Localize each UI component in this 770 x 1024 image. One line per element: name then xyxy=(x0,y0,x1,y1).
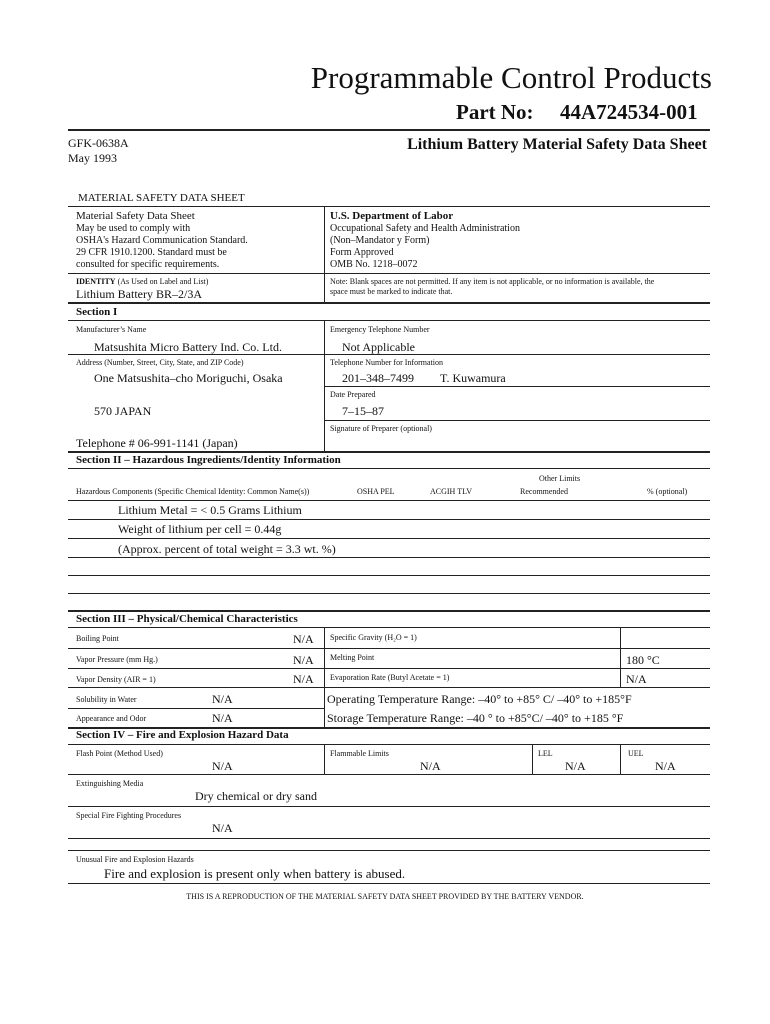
blank-space-note: space must be marked to indicate that. xyxy=(330,287,453,296)
row-rule xyxy=(68,648,710,649)
melting-point-label: Melting Point xyxy=(330,653,375,662)
section-2-sub-rule xyxy=(68,468,710,469)
unusual-hazards-label: Unusual Fire and Explosion Hazards xyxy=(76,855,194,864)
lel-divider xyxy=(532,744,533,774)
ingredient-row: Weight of lithium per cell = 0.44g xyxy=(118,522,282,536)
ingredient-row-rule xyxy=(68,575,710,576)
column-header-osha: OSHA PEL xyxy=(357,487,395,496)
row-rule xyxy=(324,420,710,421)
section-1-heading: Section I xyxy=(76,306,118,318)
solubility-label: Solubility in Water xyxy=(76,695,137,704)
ingredient-row-rule xyxy=(68,593,710,594)
city-value: 570 JAPAN xyxy=(94,404,152,418)
signature-label: Signature of Preparer (optional) xyxy=(330,424,432,433)
agency-line: Form Approved xyxy=(330,247,394,258)
vapor-pressure-label: Vapor Pressure (mm Hg.) xyxy=(76,655,158,664)
part-number: 44A724534-001 xyxy=(560,100,698,124)
section-2-heading: Section II – Hazardous Ingredients/Identity Information xyxy=(76,454,341,466)
flash-point-value: N/A xyxy=(212,759,233,773)
info-contact-value: T. Kuwamura xyxy=(440,371,506,385)
address-value: One Matsushita–cho Moriguchi, Osaka xyxy=(94,371,283,385)
manufacturer-value: Matsushita Micro Battery Ind. Co. Ltd. xyxy=(94,340,282,354)
column-header-percent: % (optional) xyxy=(647,487,688,496)
emergency-phone-label: Emergency Telephone Number xyxy=(330,325,430,334)
column-header-acgih: ACGIH TLV xyxy=(430,487,473,496)
flammable-limits-value: N/A xyxy=(420,759,441,773)
ingredient-row: (Approx. percent of total weight = 3.3 wt. %) xyxy=(118,542,336,556)
solubility-value: N/A xyxy=(212,692,233,706)
appearance-label: Appearance and Odor xyxy=(76,714,147,723)
ingredient-row-rule xyxy=(68,500,710,501)
agency-heading: U.S. Department of Labor xyxy=(330,210,454,222)
section-3-value-divider xyxy=(620,627,621,687)
column-header-other-limits: Other Limits xyxy=(539,474,581,483)
row-rule xyxy=(68,838,710,839)
identity-label: IDENTITY xyxy=(76,277,116,286)
special-procedures-label: Special Fire Fighting Procedures xyxy=(76,811,182,820)
info-phone-value: 201–348–7499 xyxy=(342,371,414,385)
emergency-phone-value: Not Applicable xyxy=(342,340,415,354)
document-date: May 1993 xyxy=(68,151,117,165)
column-header-recommended: Recommended xyxy=(520,487,568,496)
row-rule xyxy=(68,668,710,669)
address-label: Address (Number, Street, City, State, and ZIP Code) xyxy=(76,358,244,367)
form-compliance-line: OSHA's Hazard Communication Standard. xyxy=(76,235,248,246)
flash-point-label: Flash Point (Method Used) xyxy=(76,749,163,758)
melting-point-value: 180 °C xyxy=(626,653,660,667)
date-prepared-value: 7–15–87 xyxy=(342,404,384,418)
operating-temperature-range: Operating Temperature Range: –40° to +85° C/ –40° to +185°F xyxy=(327,692,632,706)
date-prepared-label: Date Prepared xyxy=(330,390,376,399)
row-rule xyxy=(68,850,710,851)
agency-line: (Non–Mandator y Form) xyxy=(330,235,430,246)
sheet-title: Lithium Battery Material Safety Data Sheet xyxy=(407,136,707,153)
flash-divider xyxy=(324,744,325,774)
section-3-rule xyxy=(68,610,710,612)
identity-top-rule xyxy=(68,273,710,274)
flammable-limits-label: Flammable Limits xyxy=(330,749,389,758)
unusual-hazards-value: Fire and explosion is present only when battery is abused. xyxy=(104,866,406,881)
evaporation-rate-value: N/A xyxy=(626,672,647,686)
form-compliance-line: May be used to comply with xyxy=(76,223,191,234)
identity-value: Lithium Battery BR–2/3A xyxy=(76,287,202,301)
identity-sublabel: (As Used on Label and List) xyxy=(117,277,209,286)
section-1-sub-rule xyxy=(68,320,710,321)
evaporation-rate-label: Evaporation Rate (Butyl Acetate = 1) xyxy=(330,673,450,682)
specific-gravity-label: Specific Gravity (H₂O = 1) xyxy=(330,633,417,642)
vapor-pressure-value: N/A xyxy=(293,653,314,667)
intro-divider xyxy=(324,206,325,274)
special-procedures-value: N/A xyxy=(212,821,233,835)
part-number-label: Part No: xyxy=(456,100,534,124)
ingredient-row-rule xyxy=(68,557,710,558)
section-1-rule xyxy=(68,302,710,304)
appearance-value: N/A xyxy=(212,711,233,725)
ingredient-row: Lithium Metal = < 0.5 Grams Lithium xyxy=(118,503,302,517)
form-title: MATERIAL SAFETY DATA SHEET xyxy=(78,192,245,204)
agency-line: OMB No. 1218–0072 xyxy=(330,259,418,270)
vapor-density-label: Vapor Density (AIR = 1) xyxy=(76,675,156,684)
form-compliance-line: 29 CFR 1910.1200. Standard must be xyxy=(76,247,227,258)
extinguishing-media-label: Extinguishing Media xyxy=(76,779,144,788)
vendor-reproduction-note: THIS IS A REPRODUCTION OF THE MATERIAL SAFETY DATA SHEET PROVIDED BY THE BATTERY VENDOR. xyxy=(186,892,584,901)
intro-top-rule xyxy=(68,206,710,207)
row-rule xyxy=(324,386,710,387)
section-3-sub-rule xyxy=(68,627,710,628)
column-header-components: Hazardous Components (Specific Chemical Identity: Common Name(s)) xyxy=(76,487,310,496)
row-rule xyxy=(68,354,710,355)
section-2-rule xyxy=(68,451,710,453)
row-rule xyxy=(68,687,710,688)
row-rule xyxy=(68,806,710,807)
boiling-point-label: Boiling Point xyxy=(76,634,119,643)
uel-divider xyxy=(620,744,621,774)
section-4-sub-rule xyxy=(68,744,710,745)
document-number: GFK-0638A xyxy=(68,136,129,150)
vapor-density-value: N/A xyxy=(293,672,314,686)
page-title: Programmable Control Products xyxy=(310,60,712,95)
lel-label: LEL xyxy=(538,749,553,758)
form-compliance-line: consulted for specific requirements. xyxy=(76,259,220,270)
section-3-divider xyxy=(324,627,325,729)
uel-label: UEL xyxy=(628,749,644,758)
section-3-heading: Section III – Physical/Chemical Characteristics xyxy=(76,613,298,625)
row-rule xyxy=(68,883,710,884)
telephone-value: Telephone # 06-991-1141 (Japan) xyxy=(76,436,238,450)
row-rule xyxy=(68,708,324,709)
ingredient-row-rule xyxy=(68,519,710,520)
identity-divider xyxy=(324,273,325,303)
blank-space-note: Note: Blank spaces are not permitted. If any item is not applicable, or no information is available, the xyxy=(330,277,655,286)
section-4-heading: Section IV – Fire and Explosion Hazard Data xyxy=(76,729,289,741)
header-rule xyxy=(68,129,710,131)
row-rule xyxy=(68,774,710,775)
uel-value: N/A xyxy=(655,759,676,773)
storage-temperature-range: Storage Temperature Range: –40 ° to +85°C/ –40° to +185 °F xyxy=(327,711,624,725)
extinguishing-media-value: Dry chemical or dry sand xyxy=(195,789,317,803)
ingredient-row-rule xyxy=(68,538,710,539)
form-heading: Material Safety Data Sheet xyxy=(76,210,195,222)
boiling-point-value: N/A xyxy=(293,632,314,646)
lel-value: N/A xyxy=(565,759,586,773)
info-phone-label: Telephone Number for Information xyxy=(330,358,443,367)
agency-line: Occupational Safety and Health Administration xyxy=(330,223,520,234)
manufacturer-label: Manufacturer’s Name xyxy=(76,325,147,334)
